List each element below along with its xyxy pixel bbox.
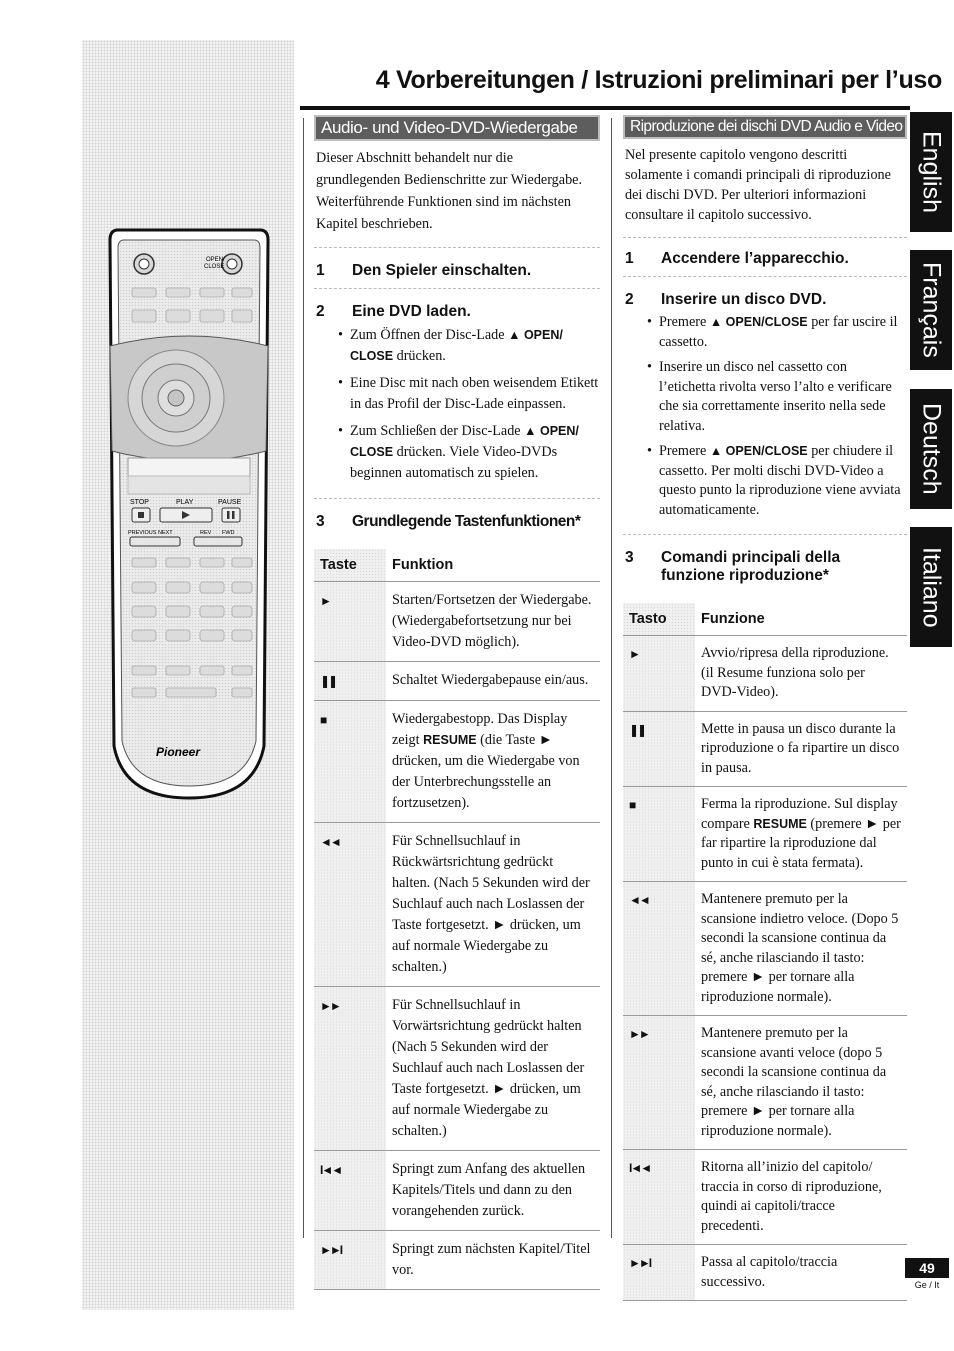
list-item: • Premere ▲ OPEN/CLOSE per far uscire il cassetto. [623, 313, 907, 352]
table-row: ►► Für Schnellsuchlauf in Vorwärtsrichtung gedrückt halten (Nach 5 Sekunden wird der Suchlauf auch nach Loslassen der Taste fortgesetzt. ► drücken, um auf normale Wiedergabe zu schalten.) [314, 987, 600, 1151]
step-2-de: 2 Eine DVD laden. [316, 303, 471, 320]
language-code: Ge / It [914, 1280, 940, 1290]
remote-previous-next-label: PREVIOUS NEXT [128, 530, 173, 536]
list-item: • Eine Disc mit nach oben weisendem Etikett in das Profil der Disc-Lade einpassen. [314, 373, 600, 415]
table-row: ►►I Passa al capitolo/traccia successivo. [623, 1245, 907, 1301]
function-table-de [314, 549, 600, 1290]
remote-play-label: PLAY [176, 499, 194, 506]
remote-rev-label: REV [200, 530, 212, 536]
table-row: ► Avvio/ripresa della riproduzione. (il Resume funziona solo per DVD-Video). [623, 636, 907, 712]
step-3-de: 3 Grundlegende Tastenfunktionen* [316, 513, 581, 530]
table-row: I◄◄ Springt zum Anfang des aktuellen Kapitels/Titels und dann zu den vorangehenden zurück. [314, 1151, 600, 1231]
table-row: I◄◄ Ritorna all’inizio del capitolo/ traccia in corso di riproduzione, quindi ai capitoli/tracce precedenti. [623, 1150, 907, 1245]
language-tab-deutsch: Deutsch [910, 389, 952, 509]
table-header-key: Tasto [623, 603, 695, 636]
intro-text-it: Nel presente capitolo vengono descritti solamente i comandi principali di riproduzione dei dischi DVD. Per ulteriori informazioni consultare il capitolo successivo. [625, 147, 891, 223]
list-item: • Premere ▲ OPEN/CLOSE per chiudere il cassetto. Per molti dischi DVD-Video a questo punto la riproduzione viene avviata automaticamente. [623, 442, 907, 520]
column-divider-middle [611, 118, 612, 1238]
intro-text-de: Dieser Abschnitt behandelt nur die grundlegenden Bedienschritte zur Wiedergabe. Weiterführende Funktionen sind im nächsten Kapitel beschrieben. [316, 150, 583, 232]
table-row: ►►I Springt zum nächsten Kapitel/Titel vor. [314, 1231, 600, 1290]
table-header-function: Funzione [695, 603, 907, 636]
remote-control-illustration [104, 226, 274, 802]
bullet-list-de [314, 325, 600, 484]
table-row: ❚❚ Mette in pausa un disco durante la riproduzione o fa ripartire un disco in pausa. [623, 711, 907, 787]
remote-close-label: CLOSE [204, 264, 225, 270]
table-row: ►► Mantenere premuto per la scansione avanti veloce (dopo 5 secondi la scansione continua da sé, anche rilasciando il tasto: premere ► per tornare alla riproduzione normale). [623, 1016, 907, 1150]
list-item: • Inserire un disco nel cassetto con l’etichetta rivolta verso l’alto e verificare che sia correttamente inserito nella sede relativa. [623, 358, 907, 436]
italian-column [623, 115, 907, 1301]
list-item: • Zum Schließen der Disc-Lade ▲ OPEN/ CLOSE drücken. Viele Video-DVDs beginnen automatisch zu spielen. [314, 421, 600, 484]
section-heading-de: Audio- und Video-DVD-Wiedergabe [314, 115, 600, 141]
step-1-de: 1 Den Spieler einschalten. [316, 262, 532, 279]
table-row: ■ Ferma la riproduzione. Sul display compare RESUME (premere ► per far ripartire la riproduzione dal punto in cui è stata fermata). [623, 787, 907, 882]
remote-pause-label: PAUSE [218, 499, 242, 506]
function-table-it [623, 603, 907, 1301]
table-header-key: Taste [314, 549, 386, 582]
table-row: ◄◄ Für Schnellsuchlauf in Rückwärtsrichtung gedrückt halten. (Nach 5 Sekunden wird der Suchlauf auch nach Loslassen der Taste fortgesetzt. ► drücken, um auf normale Wiedergabe zu schalten.) [314, 823, 600, 987]
table-row: ◄◄ Mantenere premuto per la scansione indietro veloce. (Dopo 5 secondi la scansione continua da sé, anche rilasciando il tasto: premere ► per tornare alla riproduzione normale). [623, 882, 907, 1016]
column-divider-left [303, 118, 304, 1238]
table-row: ❚❚ Schaltet Wiedergabepause ein/aus. [314, 662, 600, 701]
step-1-it: 1 Accendere l’apparecchio. [625, 250, 849, 267]
language-tab-italiano: Italiano [910, 527, 952, 647]
bullet-list-it [623, 313, 907, 520]
table-row: ■ Wiedergabestopp. Das Display zeigt RESUME (die Taste ► drücken, um die Wiedergabe von der Unterbrechungsstelle an fortzusetzen). [314, 701, 600, 823]
step-2-it: 2 Inserire un disco DVD. [625, 291, 827, 308]
page-title: 4 Vorbereitungen / Istruzioni preliminari per l’uso [375, 66, 942, 94]
step-3-it: 3 Comandi principali della funzione riproduzione* [625, 549, 841, 584]
remote-open-label: OPEN/ [206, 257, 225, 263]
section-heading-it: Riproduzione dei dischi DVD Audio e Video [623, 115, 907, 139]
title-rule [300, 106, 910, 110]
language-tab-francais: Français [910, 250, 952, 370]
german-column [314, 115, 600, 1290]
page-number: 49 [905, 1258, 949, 1278]
table-row: ► Starten/Fortsetzen der Wiedergabe. (Wiedergabefortsetzung nur bei Video-DVD möglich). [314, 582, 600, 662]
remote-brand-logo: Pioneer [156, 745, 201, 759]
table-header-function: Funktion [386, 549, 600, 582]
list-item: • Zum Öffnen der Disc-Lade ▲ OPEN/ CLOSE drücken. [314, 325, 600, 367]
remote-fwd-label: FWD [222, 530, 235, 536]
remote-stop-label: STOP [130, 499, 149, 506]
language-tab-english: English [910, 112, 952, 232]
